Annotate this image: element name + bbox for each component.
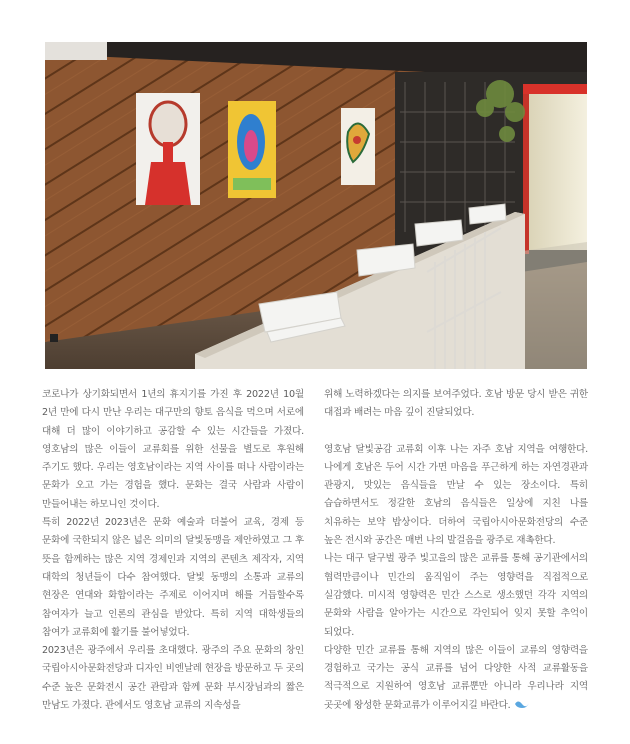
heart-icon	[514, 700, 530, 709]
painting-abstract-yellow	[228, 101, 276, 198]
article-column-right	[324, 386, 588, 715]
closing-text: 다양한 민간 교류를 통해 지역의 많은 이들이 교류의 영향력을 경험하고 국가는 공식 교류를 넘어 다양한 사적 교류활동을 적극적으로 지원하여 영호남 교류뿐만 아니라 우리나라 지역 곳곳에 왕성한 문화교류가 이루어지길 바란다.	[324, 644, 588, 711]
bright-doorway	[525, 90, 587, 250]
paragraph: 코로나가 상기화되면서 1년의 휴지기를 가진 후 2022년 10월 2년 만에 다시 만난 우리는 대구만의 향토 음식을 먹으며 서로에 대해 더 많이 이야기하고 공감할 수 있는 시간들을 가졌다. 영호남의 많은 이들이 교류회를 위한 선물을 별도로 후원해 주기도 했다. 우리는 영호남이라는 지역 사이를 떠나 사람이라는 문화가 오고 가는 경험을 했다. 문화는 결국 사람과 사람이 만들어내는 하모니인 것이다.	[42, 389, 304, 510]
paragraph: 영호남 달빛공감 교류회 이후 나는 자주 호남 지역을 여행한다. 나에게 호남은 두어 시간 가면 마음을 푸근하게 하는 자연경관과 관광지, 맛있는 음식들을 만날 수 있는 장소이다. 특히 습습하면서도 정갈한 호남의 음식들은 일상에 지친 나를 치유하는 보약 밥상이다. 더하여 국립아시아문화전당의 수준 높은 전시와 공간은 매번 나의 발걸음을 광주로 재촉한다.	[324, 443, 588, 547]
photo-illustration	[45, 42, 587, 369]
closing-paragraph	[324, 642, 588, 715]
painting-red-head	[136, 93, 200, 205]
painting-abstract-face	[341, 108, 375, 185]
paragraph: 위해 노력하겠다는 의지를 보여주었다. 호남 방문 당시 받은 귀한 대접과 배려는 마음 깊이 진달되었다.	[324, 389, 588, 419]
ceiling-panel	[45, 42, 107, 60]
red-sign	[523, 84, 587, 94]
paragraph: 2023년은 광주에서 우리를 초대했다. 광주의 주요 문화의 창인 국립아시아문화전당과 디자인 비엔날레 현장을 방문하고 두 곳의 수준 높은 문화전시 공간 관람과 함께 문화 부시장님과의 짧은 만남도 가졌다. 관에서도 영호남 교류의 지속성을	[42, 645, 304, 712]
paragraph: 특히 2022년 2023년은 문화 예술과 더불어 교육, 경제 등 문화에 국한되지 않은 넓은 의미의 달빛동맹을 제안하였고 그 후 뜻을 함께하는 많은 지역 경제인과 지역의 콘텐츠 제작자, 지역 대학의 청년들이 다수 참여했다. 달빛 동맹의 소통과 교류의 현장은 연대와 화합이라는 주제로 이어지며 해를 거듭할수록 참여자가 늘고 인론의 관심을 받았다. 특히 지역 대학생들의 참여가 교류회에 활기를 불어넣었다.	[42, 517, 304, 638]
article-column-left	[42, 386, 304, 715]
cafe-interior-photo	[45, 42, 587, 369]
paragraph: 나는 대구 달구벌 광주 빛고을의 많은 교류를 통해 공기관에서의 협력만큼이나 민간의 움직임이 주는 영향력을 직접적으로 실감했다. 미시적 영향력은 민간 스스로 생소했던 각각 지역의 문화와 사람을 알아가는 시간으로 각인되어 잊지 못할 추억이 되었다.	[324, 553, 588, 638]
